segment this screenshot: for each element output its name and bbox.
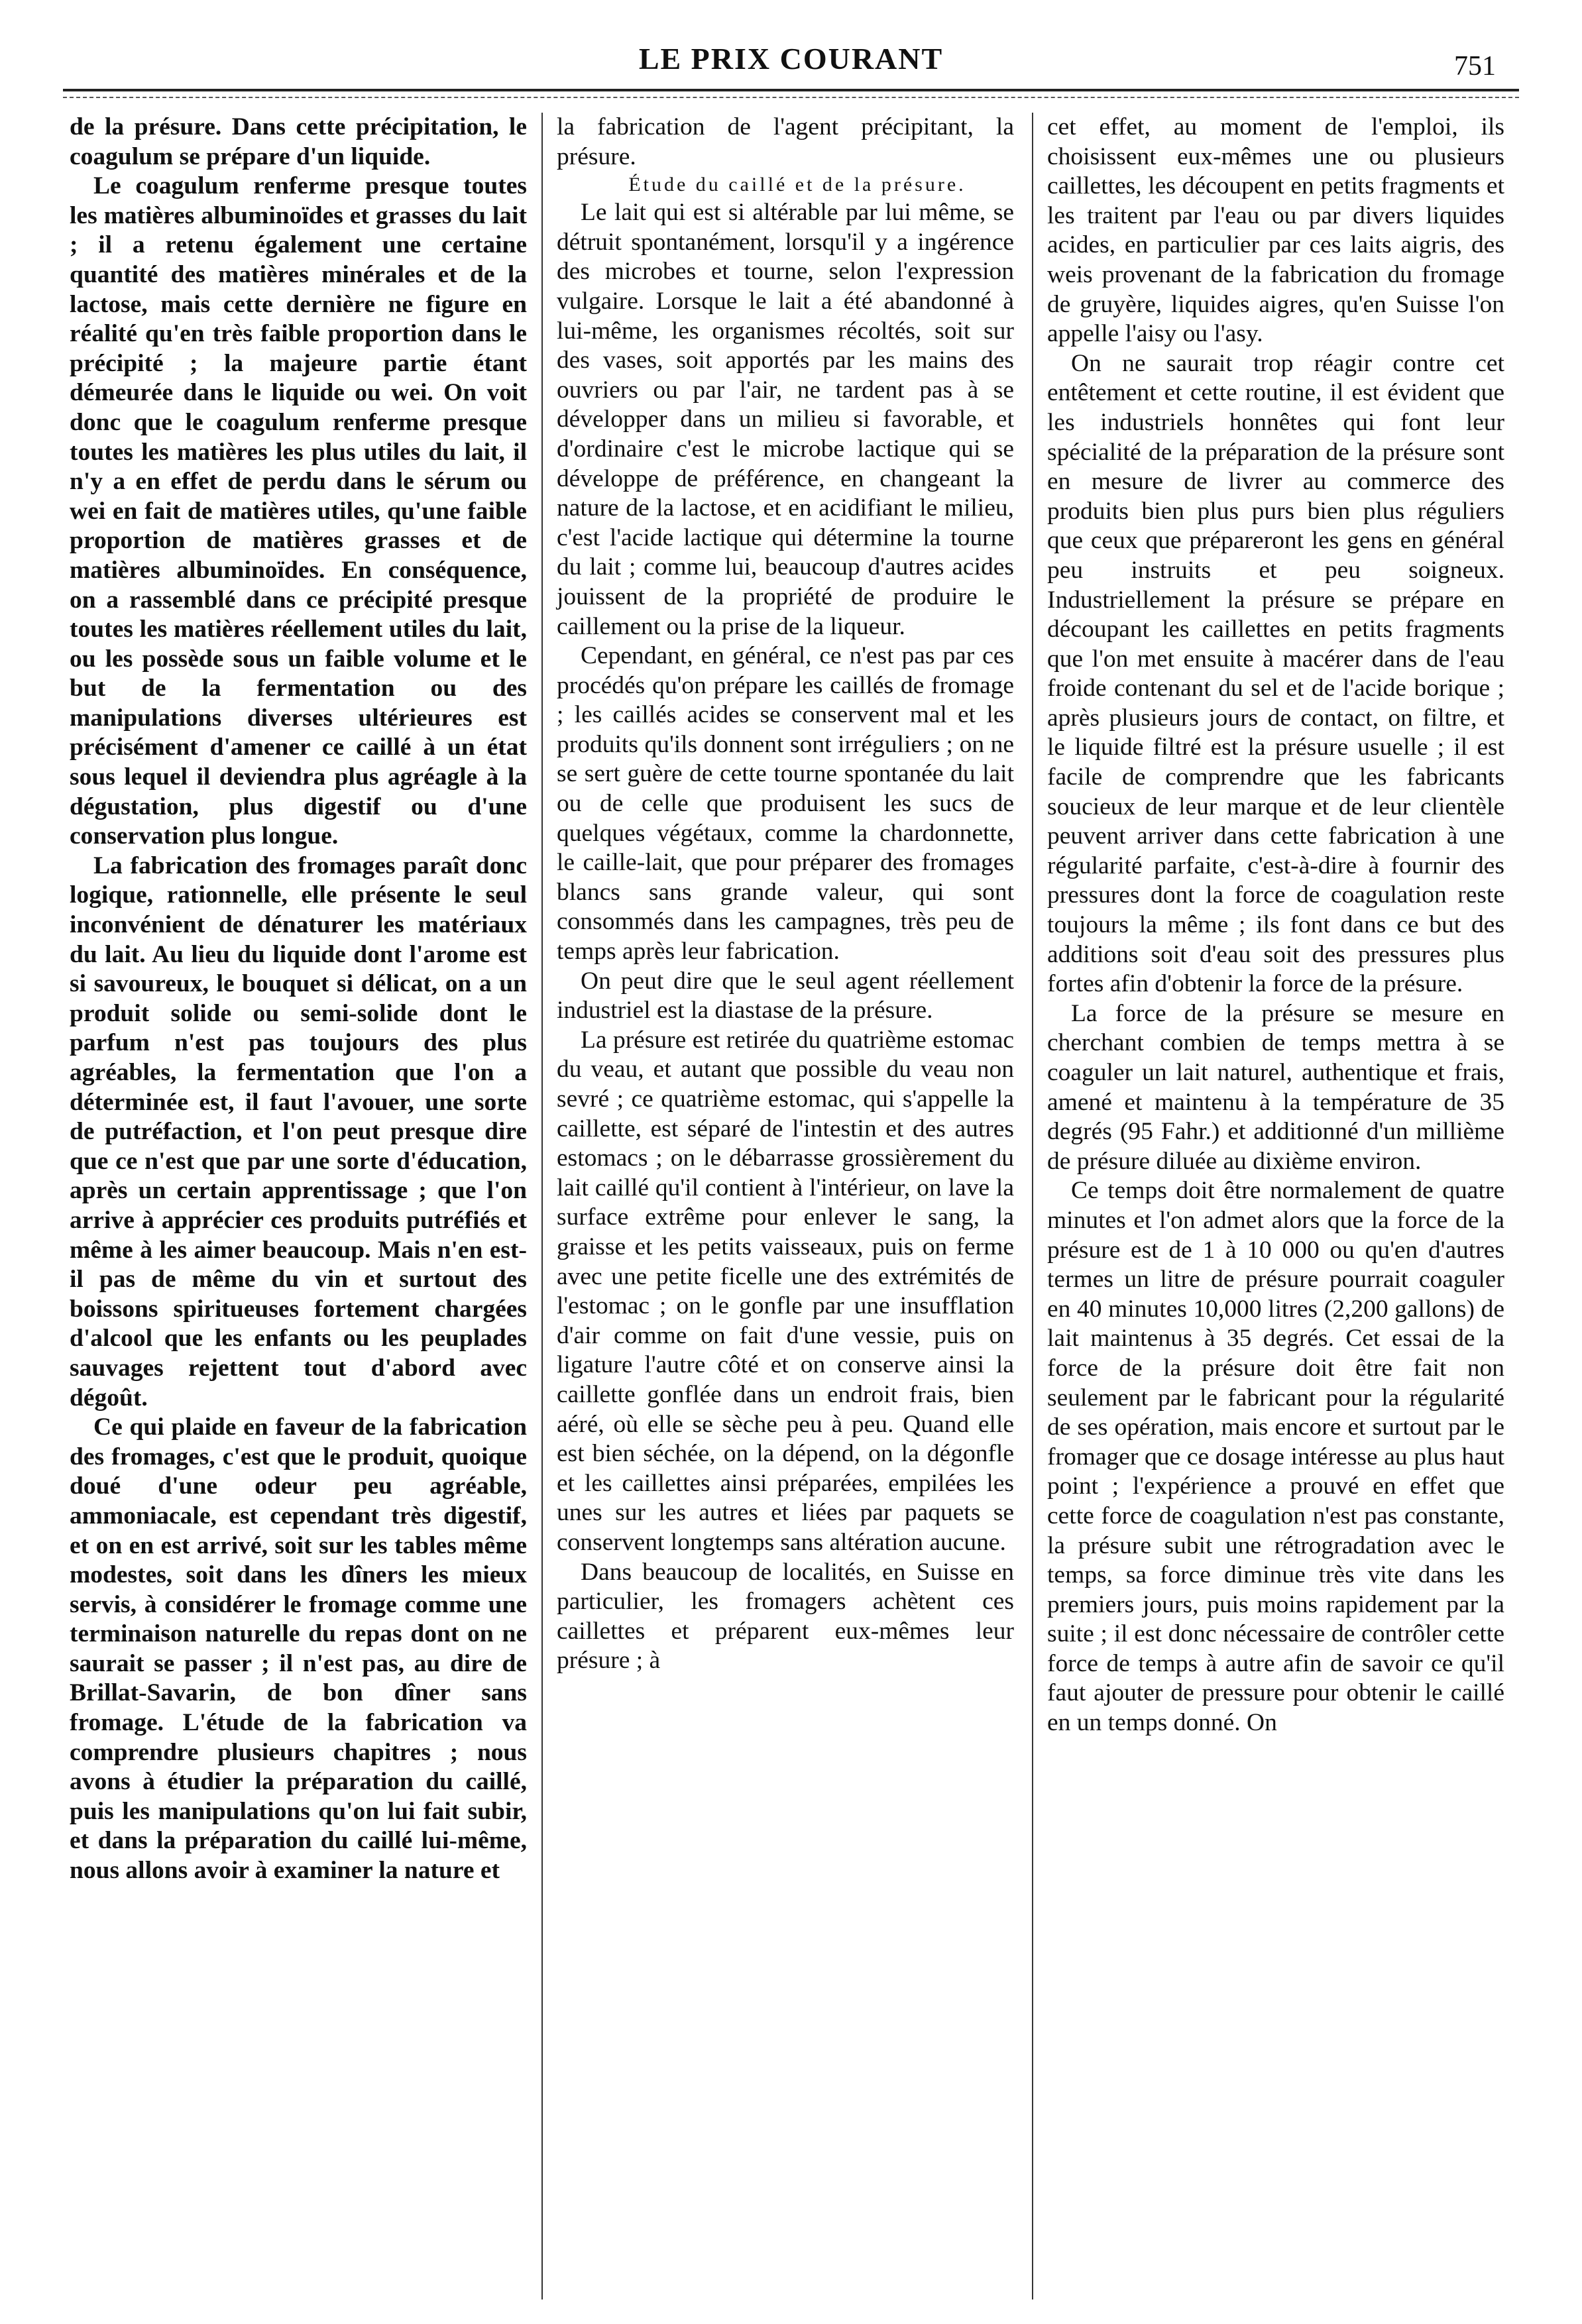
paragraph: Cependant, en général, ce n'est pas par ces procédés qu'on prépare les caillés de fromage ; les caillés acides se conservent mal et les produits qu'ils donnent sont irréguliers ; on ne se sert guère de cette tourne spontanée du lait ou de celle que produisent les sucs de quelques végétaux, comme la chardonnette, le caille-lait, que pour préparer des fromages blancs sans grande valeur, qui sont consommés dans les campagnes, très peu de temps après leur fabrication. bbox=[557, 642, 1014, 966]
paragraph: Ce temps doit être normalement de quatre minutes et l'on admet alors que la force de la présure est de 1 à 10 000 ou qu'en d'autres termes un litre de présure pourrait coaguler en 40 minutes 10,000 litres (2,200 gallons) de lait maintenus à 35 degrés. Cet essai de la force de la présure doit être fait non seulement par le fabricant pour la régularité de ses opération, mais encore et surtout par le fromager que ce dosage intéresse au plus haut point ; l'expérience a prouvé en effet que cette force de coagulation n'est pas constante, la présure subit une rétrogradation avec le temps, sa force diminue très vite dans les premiers jours, puis moins rapidement par la suite ; il est donc nécessaire de contrôler cette force de temps à autre afin de savoir ce qu'il faut ajouter de pressure pour obtenir le caillé en un temps donné. On bbox=[1047, 1177, 1504, 1737]
paragraph: On ne saurait trop réagir contre cet entêtement et cette routine, il est évident que les industriels honnêtes qui font leur spécialité de la préparation de la présure sont en mesure de livrer au commerce des produits bien plus purs bien plus réguliers que ceux que prépareront les gens en général peu instruits et peu soigneux. Industriellement la présure se prépare en découpant les caillettes en petits fragments que l'on met ensuite à macérer dans de l'eau froide contenant du sel et de l'acide borique ; après plusieurs jours de contact, on filtre, et le liquide filtré est la présure usuelle ; il est facile de comprendre que les fabricants soucieux de leur marque et de leur clientèle peuvent arriver dans cette fabrication à une régularité parfaite, c'est-à-dire à fournir des pressures dont la force de coagulation reste toujours la même ; ils font dans ce but des additions soit d'eau soit des pressures plus fortes afin d'obtenir la force de la présure. bbox=[1047, 349, 1504, 998]
paragraph: La présure est retirée du quatrième estomac du veau, et autant que possible du veau non sevré ; ce quatrième estomac, qui s'appelle la caillette, est séparé de l'intestin et des autres estomacs ; on le débarrasse grossièrement du lait caillé qu'il contient à l'intérieur, on lave la surface extrême pour enlever le sang, la graisse et les petits vaisseaux, puis on ferme avec une petite ficelle une des extrémités de l'estomac ; on le gonfle par une insufflation d'air comme on fait d'une vessie, puis on ligature l'autre côté et on conserve ainsi la caillette gonflée dans un endroit frais, bien aéré, où elle se sèche peu à peu. Quand elle est bien séchée, on la dépend, on la dégonfle et les caillettes ainsi préparées, empilées les unes sur les autres et liées par paquets se conservent longtemps sans altération aucune. bbox=[557, 1026, 1014, 1556]
column-2 bbox=[557, 113, 1014, 2306]
paragraph: la fabrication de l'agent précipitant, la présure. bbox=[557, 113, 1014, 170]
paragraph: La force de la présure se mesure en cherchant combien de temps mettra à se coaguler un lait naturel, authentique et frais, amené et maintenu à la température de 35 degrés (95 Fahr.) et additionné d'un millième de présure diluée au dixième environ. bbox=[1047, 999, 1504, 1175]
column-divider bbox=[541, 113, 543, 2299]
paragraph: Le coagulum renferme presque toutes les matières albuminoïdes et grasses du lait ; il a retenu également une certaine quantité des matières minérales et de la lactose, mais cette dernière ne figure en réalité qu'en très faible proportion dans le précipité ; la majeure partie étant démeurée dans le liquide ou wei. On voit donc que le coagulum renferme presque toutes les matières les plus utiles du lait, il n'y a en effet de perdu dans le sérum ou wei en fait de matières utiles, qu'une faible proportion de matières grasses et de matières albuminoïdes. En conséquence, on a rassemblé dans ce précipité presque toutes les matières réellement utiles du lait, ou les possède sous un faible volume et le but de la fermentation ou des manipulations diverses ultérieures est précisément d'amener ce caillé à un état sous lequel il deviendra plus agréagle à la dégustation, plus digestif ou d'une conservation plus longue. bbox=[70, 172, 527, 850]
paragraph: On peut dire que le seul agent réellement industriel est la diastase de la présure. bbox=[557, 967, 1014, 1024]
header-rule-dashed bbox=[63, 97, 1519, 98]
page-number: 751 bbox=[1454, 51, 1496, 82]
page-header bbox=[0, 0, 1582, 80]
journal-title: LE PRIX COURANT bbox=[638, 42, 944, 76]
paragraph: Ce qui plaide en faveur de la fabrication des fromages, c'est que le produit, quoique doué d'une odeur peu agréable, ammoniacale, est cependant très digestif, et on en est arrivé, soit sur les tables même modestes, soit dans les dîners les mieux servis, à considérer le fromage comme une terminaison naturelle du repas dont on ne saurait se passer ; il n'est pas, au dire de Brillat-Savarin, de bon dîner sans fromage. L'étude de la fabrication va comprendre plusieurs chapitres ; nous avons à étudier la préparation du caillé, puis les manipulations qu'on lui fait subir, et dans la préparation du caillé lui-même, nous allons avoir à examiner la nature et bbox=[70, 1413, 527, 1885]
paragraph: cet effet, au moment de l'emploi, ils choisissent eux-mêmes une ou plusieurs caillettes, les découpent en petits fragments et les traitent par l'eau ou par divers liquides acides, en particulier par ces laits aigris, des weis provenant de la fabrication du fromage de gruyère, liquides aigres, qu'en Suisse l'on appelle l'aisy ou l'asy. bbox=[1047, 113, 1504, 348]
section-heading: Étude du caillé et de la présure. bbox=[628, 174, 966, 196]
article-body bbox=[70, 113, 1504, 2306]
column-3 bbox=[1047, 113, 1504, 2306]
paragraph: Le lait qui est si altérable par lui même, se détruit spontanément, lorsqu'il y a ingérence des microbes et tourne, selon l'expression vulgaire. Lorsque le lait a été abandonné à lui-même, les organismes récoltés, soit sur des vases, soit apportés par les mains des ouvriers ou par l'air, ne tardent pas à se développer dans un milieu si favorable, et d'ordinaire c'est le microbe lactique qui se développe de préférence, en changeant la nature de la lactose, et en acidifiant le milieu, c'est l'acide lactique qui détermine la tourne du lait ; comme lui, beaucoup d'autres acides jouissent de la propriété de produire le caillement ou la prise de la liqueur. bbox=[557, 199, 1014, 640]
column-divider bbox=[1032, 113, 1033, 2299]
paragraph: La fabrication des fromages paraît donc logique, rationnelle, elle présente le seul inconvénient de dénaturer les matériaux du lait. Au lieu du liquide dont l'arome est si savoureux, le bouquet si délicat, on a un produit solide ou semi-solide dont le parfum n'est pas toujours des plus agréables, la fermentation que l'on a déterminée est, il faut l'avouer, une sorte de putréfaction, et l'on peut presque dire que ce n'est que par une sorte d'éducation, après un certain apprentissage ; que l'on arrive à apprécier ces produits putréfiés et même à les aimer beaucoup. Mais n'en est-il pas de même du vin et surtout des boissons spiritueuses fortement chargées d'alcool que les enfants ou les peuplades sauvages rejettent tout d'abord avec dégoût. bbox=[70, 852, 527, 1411]
column-1 bbox=[70, 113, 527, 2306]
header-rule bbox=[63, 89, 1519, 91]
paragraph: de la présure. Dans cette précipitation, le coagulum se prépare d'un liquide. bbox=[70, 113, 527, 170]
paragraph: Dans beaucoup de localités, en Suisse en particulier, les fromagers achètent ces caillettes et préparent eux-mêmes leur présure ; à bbox=[557, 1558, 1014, 1675]
